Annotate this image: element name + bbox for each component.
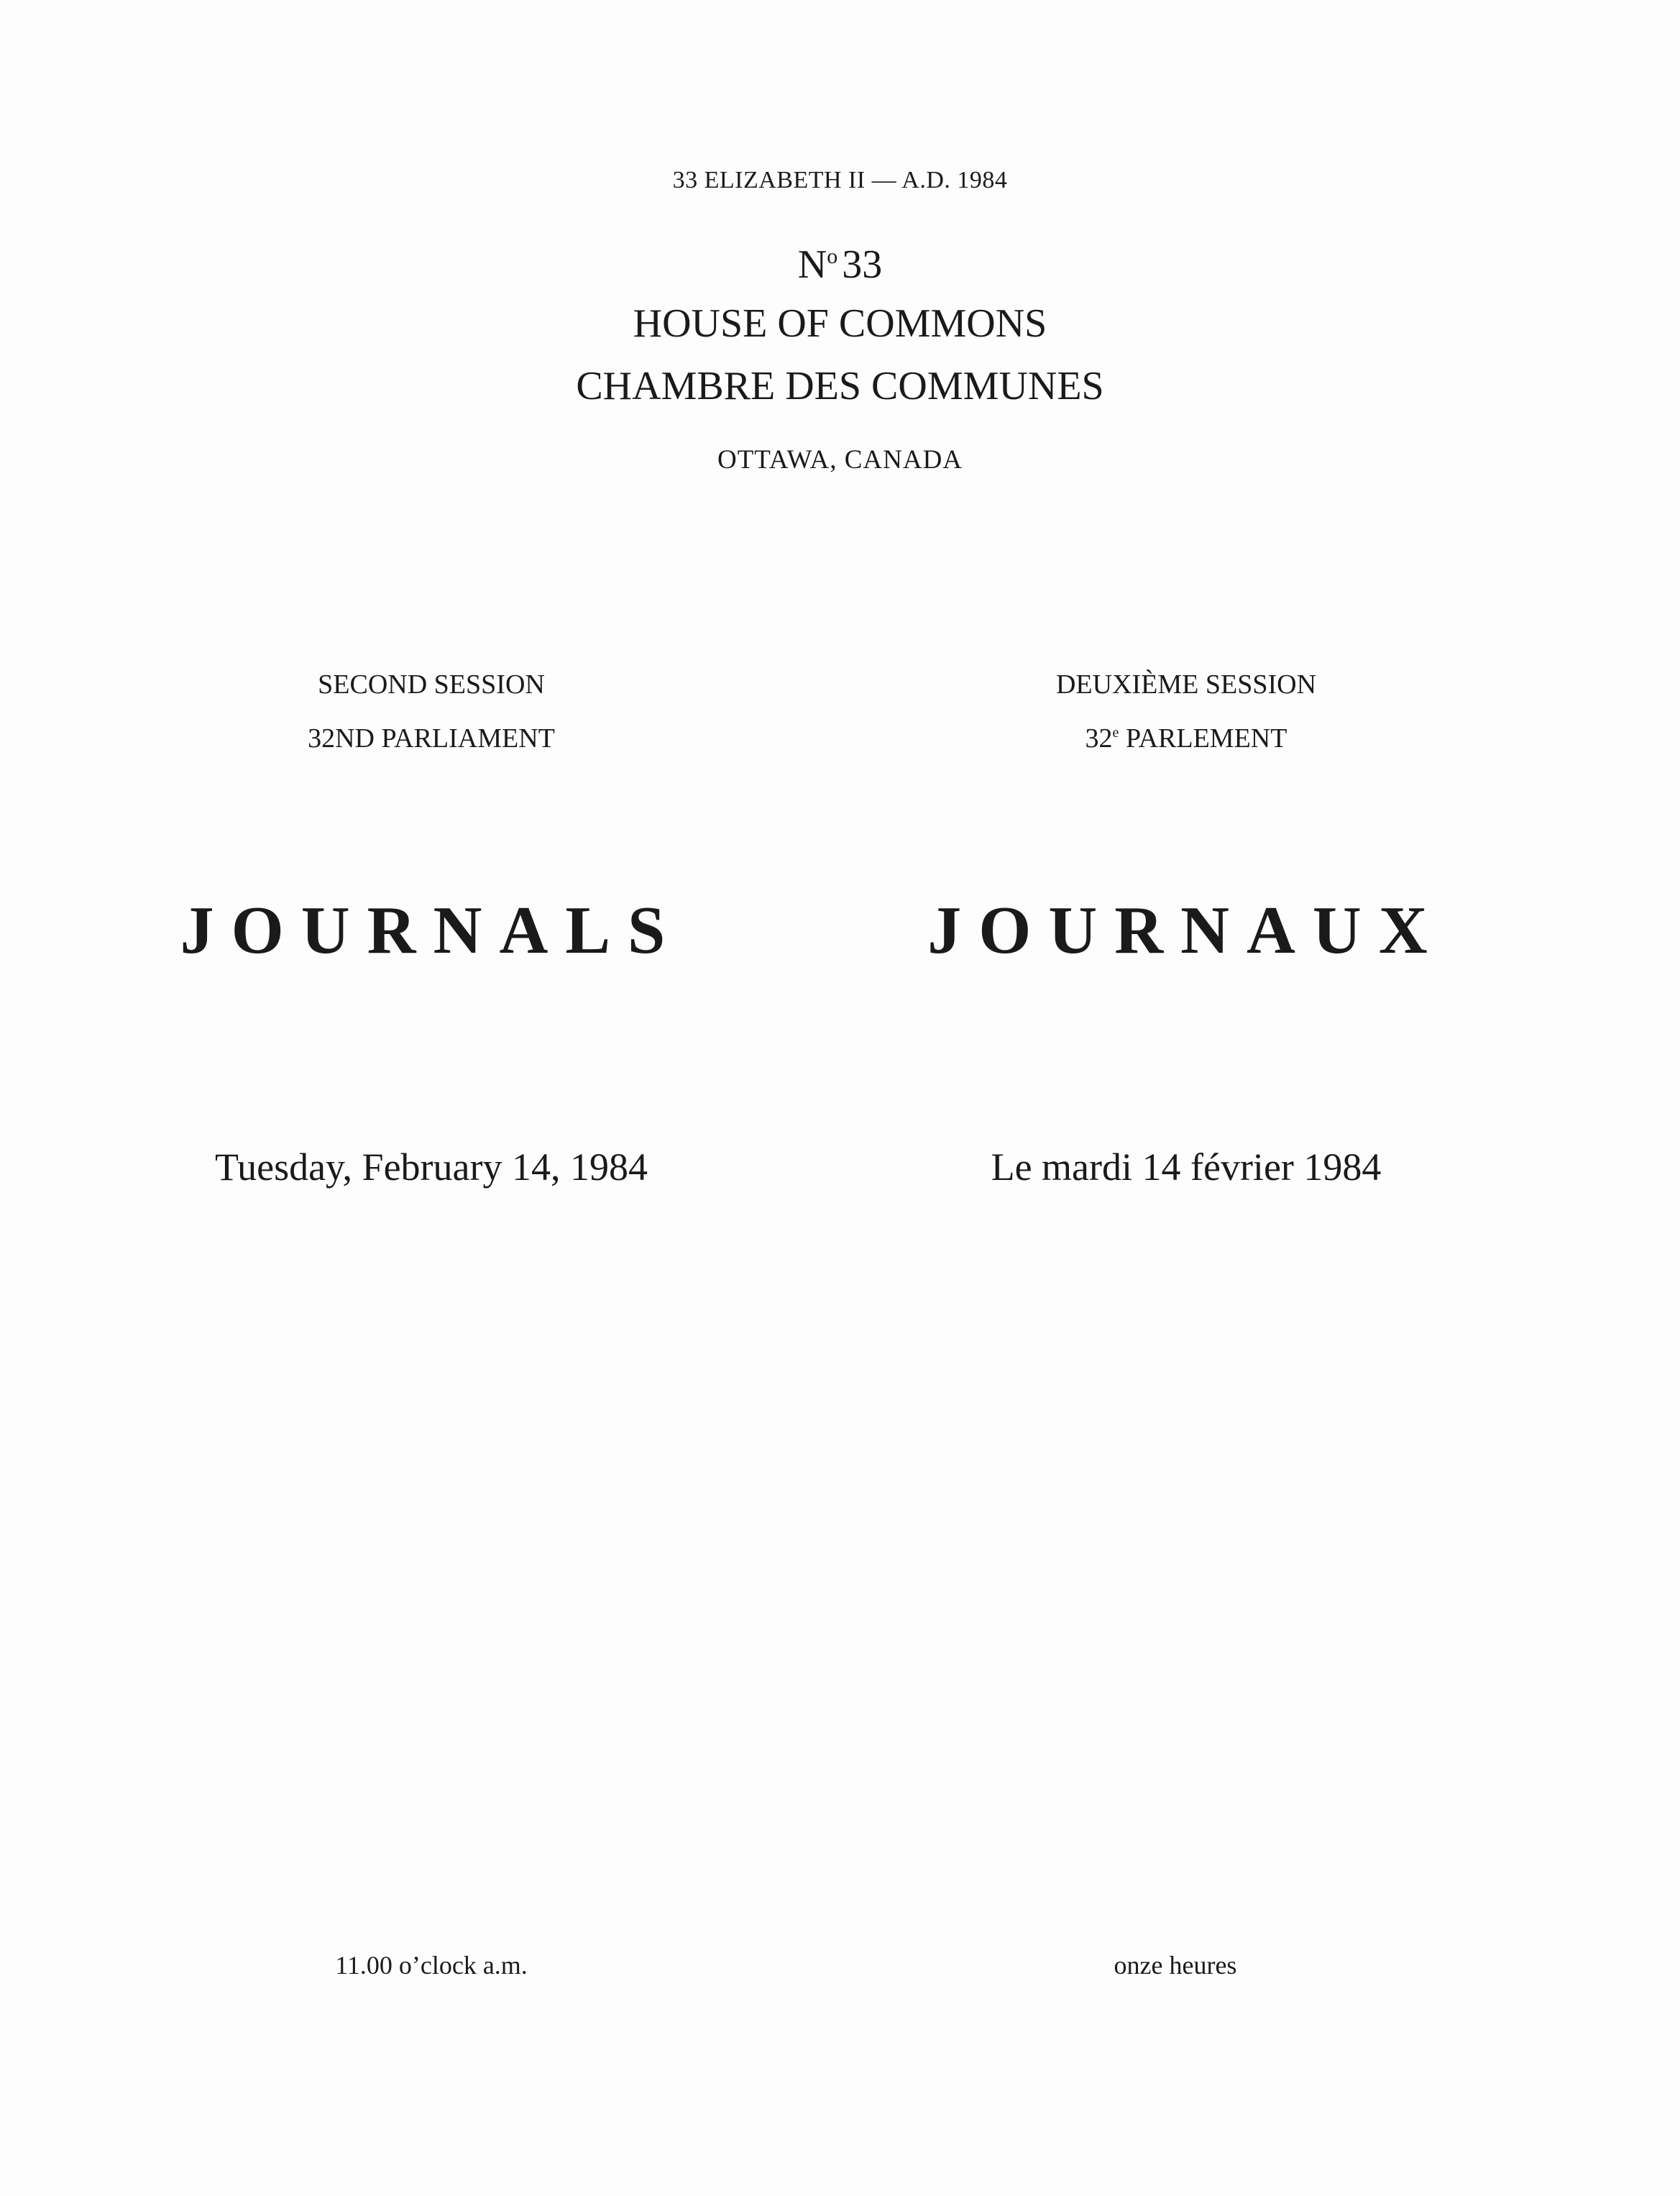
house-name-french: CHAMBRE DES COMMUNES — [576, 364, 1104, 408]
house-name-english: HOUSE OF COMMONS — [633, 301, 1047, 346]
parliament-english: 32ND PARLIAMENT — [308, 723, 555, 754]
parliament-french-word: PARLEMENT — [1125, 723, 1287, 754]
sitting-time-french: onze heures — [1114, 1951, 1237, 1980]
regnal-year: 33 ELIZABETH II — A.D. 1984 — [672, 167, 1008, 193]
issue-number-value: 33 — [842, 242, 883, 287]
title-english: JOURNALS — [180, 893, 683, 968]
session-french: DEUXIÈME SESSION — [1055, 669, 1317, 700]
session-english: SECOND SESSION — [318, 669, 545, 700]
parliament-french-sup: e — [1112, 725, 1119, 741]
city-line: OTTAWA, CANADA — [717, 445, 963, 475]
parliament-french — [827, 723, 1546, 754]
sitting-time-english: 11.00 o’clock a.m. — [335, 1951, 528, 1980]
title-french: JOURNAUX — [927, 893, 1445, 968]
issue-number — [0, 242, 1680, 288]
date-english: Tuesday, February 14, 1984 — [215, 1145, 648, 1189]
issue-number-prefix-sup: o — [827, 244, 838, 268]
date-french: Le mardi 14 février 1984 — [991, 1145, 1382, 1189]
issue-number-prefix: N — [797, 242, 827, 287]
parliament-french-number: 32 — [1085, 723, 1113, 754]
